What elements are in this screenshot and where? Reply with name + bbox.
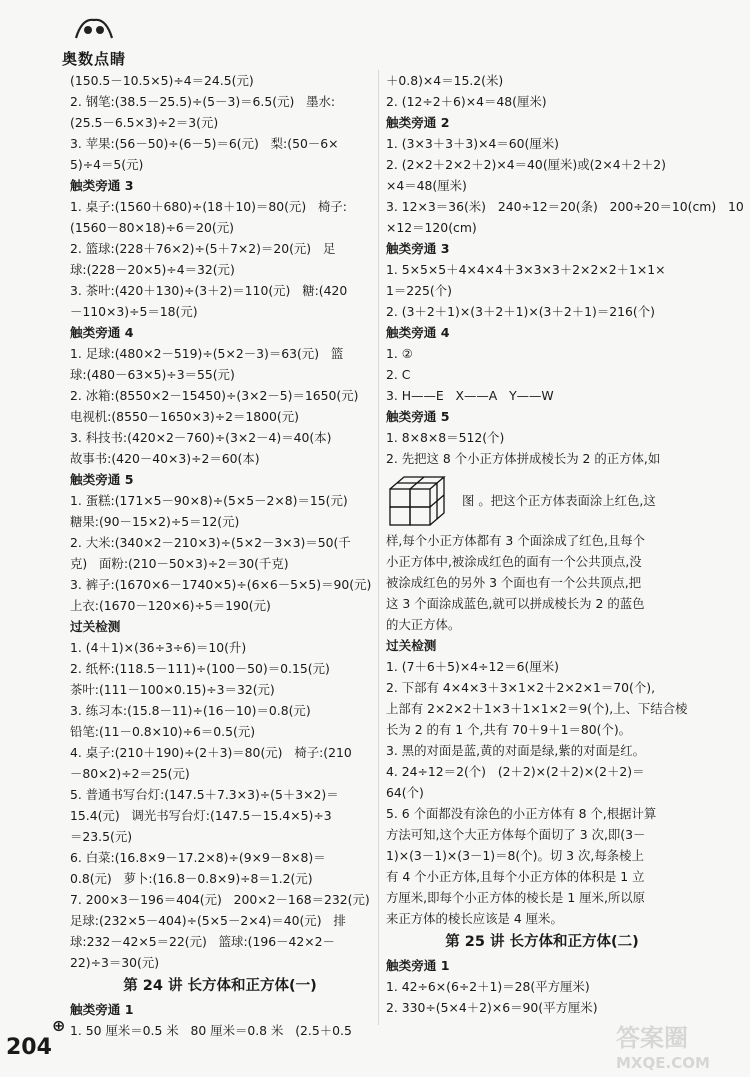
answer-line: 5. 普通书写台灯:(147.5＋7.3×3)÷(5＋3×2)＝ xyxy=(70,787,339,802)
answer-line: 球:(480－63×5)÷3＝55(元) xyxy=(70,367,235,382)
answer-line: 1. ② xyxy=(386,346,413,361)
page-corner-mark: ⊕ xyxy=(52,1016,66,1035)
section-heading: 过关检测 xyxy=(70,619,121,634)
page-header xyxy=(62,12,262,68)
section-heading: 触类旁通 4 xyxy=(70,325,134,340)
answer-line: 方厘米,即每个小正方体的棱长是 1 厘米,所以原 xyxy=(386,890,646,905)
cube-figure-row xyxy=(386,470,698,530)
answer-line: 3. 练习本:(15.8－11)÷(16－10)＝0.8(元) xyxy=(70,703,311,718)
section-heading: 触类旁通 5 xyxy=(70,472,134,487)
answer-line: ＝23.5(元) xyxy=(70,829,133,844)
answer-line: 15.4(元) 调光书写台灯:(147.5－15.4×5)÷3 xyxy=(70,808,332,823)
answer-line: 糖果:(90－15×2)÷5＝12(元) xyxy=(70,514,240,529)
svg-text:MXQE.COM: MXQE.COM xyxy=(616,1054,710,1072)
answer-line: 3. 12×3＝36(米) 240÷12＝20(条) 200÷20＝10(cm) 10 xyxy=(386,199,744,214)
svg-text:答案圈: 答案圈 xyxy=(616,1024,688,1052)
answer-line: ×4＝48(厘米) xyxy=(386,178,467,193)
answer-line: 电视机:(8550－1650×3)÷2＝1800(元) xyxy=(70,409,299,424)
answer-line: 故事书:(420－40×3)÷2＝60(本) xyxy=(70,451,260,466)
answer-line: 1)×(3－1)×(3－1)＝8(个)。切 3 次,每条棱上 xyxy=(386,848,644,863)
answer-line: ×12＝120(cm) xyxy=(386,220,477,235)
answer-line: 5)÷4＝5(元) xyxy=(70,157,144,172)
answer-line: (1560－80×18)÷6＝20(元) xyxy=(70,220,234,235)
answer-line: 小正方体中,被涂成红色的面有一个公共顶点,没 xyxy=(386,554,642,569)
answer-line: 2. 钢笔:(38.5－25.5)÷(5－3)＝6.5(元) 墨水: xyxy=(70,94,336,109)
answer-line: 2. (3＋2＋1)×(3＋2＋1)×(3＋2＋1)＝216(个) xyxy=(386,304,655,319)
brand-title: 奥数点睛 xyxy=(62,50,127,68)
answer-line: 2. (12÷2＋6)×4＝48(厘米) xyxy=(386,94,547,109)
answer-line: 1. 足球:(480×2－519)÷(5×2－3)＝63(元) 篮 xyxy=(70,346,344,361)
answer-line: 2. 冰箱:(8550×2－15450)÷(3×2－5)＝1650(元) xyxy=(70,388,359,403)
answer-line: 上衣:(1670－120×6)÷5＝190(元) xyxy=(70,598,271,613)
answer-line: 铅笔:(11－0.8×10)÷6＝0.5(元) xyxy=(70,724,256,739)
answer-line: 样,每个小正方体都有 3 个面涂成了红色,且每个 xyxy=(386,533,646,548)
answer-line: －80×2)÷2＝25(元) xyxy=(70,766,190,781)
brand-logo xyxy=(72,14,116,44)
answer-line: 64(个) xyxy=(386,785,424,800)
answer-line: 2. 纸杯:(118.5－111)÷(100－50)＝0.15(元) xyxy=(70,661,330,676)
answer-line: 2. 篮球:(228＋76×2)÷(5＋7×2)＝20(元) 足 xyxy=(70,241,336,256)
answer-line: 被涂成红色的另外 3 个面也有一个公共顶点,把 xyxy=(386,575,642,590)
answer-line: 图 。把这个正方体表面涂上红色,这 xyxy=(462,492,656,508)
answer-line: 1. 蛋糕:(171×5－90×8)÷(5×5－2×8)＝15(元) xyxy=(70,493,348,508)
answer-line: 3. H——E X——A Y——W xyxy=(386,388,554,403)
left-column xyxy=(70,70,370,1041)
answer-line: 0.8(元) 萝卜:(16.8－0.8×9)÷8＝1.2(元) xyxy=(70,871,313,886)
answer-line: 3. 裤子:(1670×6－1740×5)÷(6×6－5×5)＝90(元) xyxy=(70,577,372,592)
answer-line: 长为 2 的有 1 个,共有 70＋9＋1＝80(个)。 xyxy=(386,722,632,737)
answer-line: 7. 200×3－196＝404(元) 200×2－168＝232(元) xyxy=(70,892,370,907)
answer-line: 1. 5×5×5＋4×4×4＋3×3×3＋2×2×2＋1×1× xyxy=(386,262,666,277)
answer-line: 22)÷3＝30(元) xyxy=(70,955,160,970)
answer-line: 1＝225(个) xyxy=(386,283,452,298)
answer-line: 4. 24÷12＝2(个) (2＋2)×(2＋2)×(2＋2)＝ xyxy=(386,764,645,779)
answer-line: 1. (3×3＋3＋3)×4＝60(厘米) xyxy=(386,136,559,151)
answer-line: 这 3 个面涂成蓝色,就可以拼成棱长为 2 的蓝色 xyxy=(386,596,645,611)
answer-line: 有 4 个小正方体,且每个小正方体的体积是 1 立 xyxy=(386,869,645,884)
chapter-title: 第 25 讲 长方体和正方体(二) xyxy=(445,934,639,950)
cube-figure-icon xyxy=(386,471,456,529)
section-heading: 过关检测 xyxy=(386,638,437,653)
answer-line: 2. 先把这 8 个小正方体拼成棱长为 2 的正方体,如 xyxy=(386,451,661,466)
answer-line: ＋0.8)×4＝15.2(米) xyxy=(386,73,504,88)
watermark-logo xyxy=(612,1020,744,1072)
section-heading: 触类旁通 2 xyxy=(386,115,450,130)
answer-line: 2. 下部有 4×4×3＋3×1×2＋2×2×1＝70(个), xyxy=(386,680,656,695)
section-heading: 触类旁通 1 xyxy=(70,1002,134,1017)
answer-line: 2. 大米:(340×2－210×3)÷(5×2－3×3)＝50(千 xyxy=(70,535,351,550)
answer-line: 5. 6 个面都没有涂色的小正方体有 8 个,根据计算 xyxy=(386,806,657,821)
answer-line: 1. 桌子:(1560＋680)÷(18＋10)＝80(元) 椅子: xyxy=(70,199,347,214)
answer-line: 3. 黑的对面是蓝,黄的对面是绿,紫的对面是红。 xyxy=(386,743,646,758)
section-heading: 触类旁通 3 xyxy=(70,178,134,193)
answer-line: 1. (7＋6＋5)×4÷12＝6(厘米) xyxy=(386,659,559,674)
answer-line: 球:(228－20×5)÷4＝32(元) xyxy=(70,262,235,277)
answer-line: 茶叶:(111－100×0.15)÷3＝32(元) xyxy=(70,682,275,697)
page-number: 204 xyxy=(6,1035,52,1060)
answer-line: 2. C xyxy=(386,367,411,382)
section-heading: 触类旁通 3 xyxy=(386,241,450,256)
answer-line: 1. 8×8×8＝512(个) xyxy=(386,430,505,445)
answer-line: 1. 50 厘米＝0.5 米 80 厘米＝0.8 米 (2.5＋0.5 xyxy=(70,1023,352,1038)
answer-line: 上部有 2×2×2＋1×3＋1×1×2＝9(个),上、下结合棱 xyxy=(386,701,688,716)
section-heading: 触类旁通 4 xyxy=(386,325,450,340)
answer-line: 1. 42÷6×(6÷2＋1)＝28(平方厘米) xyxy=(386,979,590,994)
answer-line: 3. 茶叶:(420＋130)÷(3＋2)＝110(元) 糖:(420 xyxy=(70,283,348,298)
answer-line: 6. 白菜:(16.8×9－17.2×8)÷(9×9－8×8)＝ xyxy=(70,850,326,865)
right-column xyxy=(386,70,744,1018)
column-divider xyxy=(378,70,379,1025)
answer-line: 2. (2×2＋2×2＋2)×4＝40(厘米)或(2×4＋2＋2) xyxy=(386,157,667,172)
answer-line: 球:232－42×5＝22(元) 篮球:(196－42×2－ xyxy=(70,934,335,949)
answer-line: 方法可知,这个大正方体每个面切了 3 次,即(3－ xyxy=(386,827,646,842)
answer-line: 的大正方体。 xyxy=(386,617,461,632)
chapter-title: 第 24 讲 长方体和正方体(一) xyxy=(123,978,317,994)
answer-line: －110×3)÷5＝18(元) xyxy=(70,304,198,319)
answer-line: 足球:(232×5－404)÷(5×5－2×4)＝40(元) 排 xyxy=(70,913,346,928)
answer-line: 2. 330÷(5×4＋2)×6＝90(平方厘米) xyxy=(386,1000,598,1015)
answer-line: 克) 面粉:(210－50×3)÷2＝30(千克) xyxy=(70,556,289,571)
answer-line: 来正方体的棱长应该是 4 厘米。 xyxy=(386,911,563,926)
section-heading: 触类旁通 5 xyxy=(386,409,450,424)
section-heading: 触类旁通 1 xyxy=(386,958,450,973)
answer-line: 3. 科技书:(420×2－760)÷(3×2－4)＝40(本) xyxy=(70,430,332,445)
answer-line: 4. 桌子:(210＋190)÷(2＋3)＝80(元) 椅子:(210 xyxy=(70,745,352,760)
answer-line: (150.5－10.5×5)÷4＝24.5(元) xyxy=(70,73,254,88)
answer-line: 3. 苹果:(56－50)÷(6－5)＝6(元) 梨:(50－6× xyxy=(70,136,339,151)
answer-line: (25.5－6.5×3)÷2＝3(元) xyxy=(70,115,219,130)
answer-line: 1. (4＋1)×(36÷3÷6)＝10(升) xyxy=(70,640,247,655)
